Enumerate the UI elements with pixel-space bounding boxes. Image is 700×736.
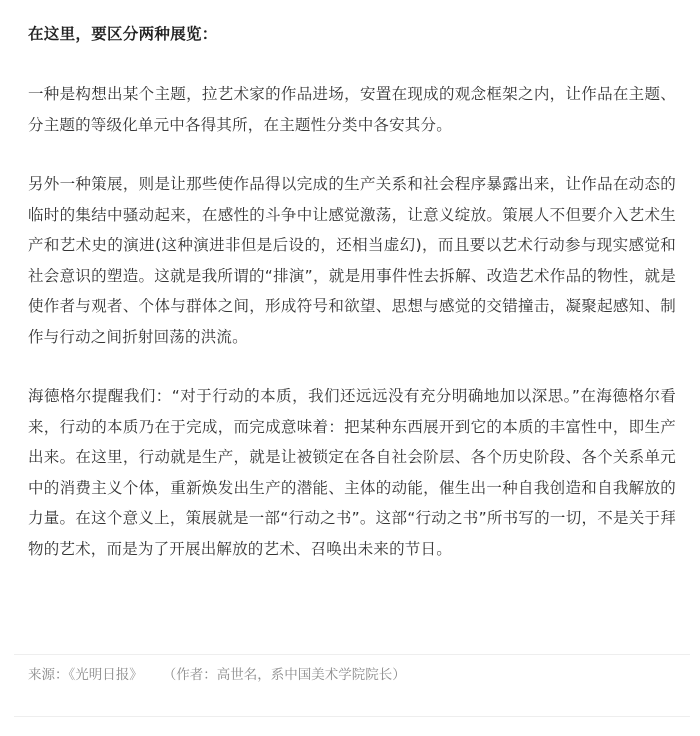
paragraph-1: 一种是构想出某个主题，拉艺术家的作品进场，安置在现成的观念框架之内，让作品在主题、分主题的等级化单元中各得其所，在主题性分类中各安其分。 (28, 85, 676, 134)
source-label: 来源：《光明日报》 (28, 667, 143, 683)
section-heading: 在这里，要区分两种展览： (28, 25, 218, 43)
paragraph-2: 另外一种策展，则是让那些使作品得以完成的生产关系和社会程序暴露出来，让作品在动态的临时的集结中骚动起来，在感性的斗争中让感觉激荡，让意义绽放。策展人不但要介入艺术生产和艺术史的演进(这种演进非但是后设的，还相当虚幻)，而且要以艺术行动参与现实感觉和社会意识的塑造。这就是我所谓的“排演”，就是用事件性去拆解、改造艺术作品的物性，就是使作者与观者、个体与群体之间，形成符号和欲望、思想与感觉的交错撞击，凝聚起感知、制作与行动之间折射回荡的洪流。 (28, 175, 676, 346)
source-author: （作者：高世名，系中国美术学院院长） (162, 667, 406, 683)
source-divider-top (14, 654, 690, 655)
source-divider-bottom (14, 716, 690, 717)
paragraph-3: 海德格尔提醒我们：“对于行动的本质，我们还远远没有充分明确地加以深思。”在海德格尔看来，行动的本质乃在于完成，而完成意味着：把某种东西展开到它的本质的丰富性中，即生产出来。在这里，行动就是生产，就是让被锁定在各自社会阶层、各个历史阶段、各个关系单元中的消费主义个体，重新焕发出生产的潜能、主体的动能，催生出一种自我创造和自我解放的力量。在这个意义上，策展就是一部“行动之书”。这部“行动之书”所书写的一切，不是关于拜物的艺术，而是为了开展出解放的艺术、召唤出未来的节日。 (28, 387, 676, 558)
source-line (28, 664, 406, 686)
